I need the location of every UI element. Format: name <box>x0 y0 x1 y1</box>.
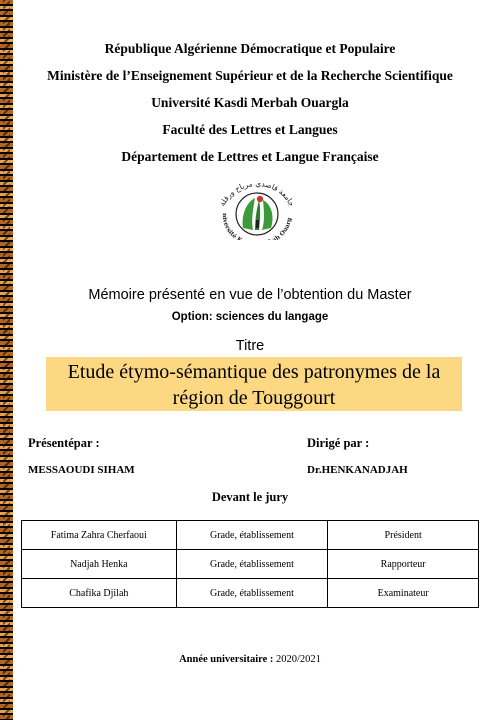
memoire-line: Mémoire présenté en vue de l’obtention du Master <box>88 287 412 303</box>
jury-role: Président <box>328 521 479 550</box>
table-row <box>22 521 479 550</box>
year-label: Année universitaire : <box>179 654 274 665</box>
jury-role: Examinateur <box>328 579 479 608</box>
jury-role: Rapporteur <box>328 550 479 579</box>
title-box <box>46 357 462 411</box>
thesis-title-line1: Etude étymo-sémantique des patronymes de la <box>67 361 441 383</box>
header-department: Département de Lettres et Langue Française <box>121 149 379 164</box>
jury-name: Nadjah Henka <box>22 550 177 579</box>
jury-name: Chafika Djilah <box>22 579 177 608</box>
university-logo-icon <box>209 180 304 240</box>
header-university: Université Kasdi Merbah Ouargla <box>151 95 349 110</box>
header-republic: République Algérienne Démocratique et Populaire <box>104 41 396 56</box>
thesis-title <box>46 357 462 411</box>
logo-latin-text: niversité K h Ouarg <box>220 212 294 240</box>
jury-heading: Devant le jury <box>211 490 289 504</box>
table-row <box>22 579 479 608</box>
year-value: 2020/2021 <box>276 654 321 665</box>
titre-label: Titre <box>235 338 265 354</box>
dirige-label: Dirigé par : <box>307 436 370 450</box>
dirige-name: Dr.HENKANADJAH <box>307 464 408 476</box>
jury-table <box>21 520 479 608</box>
thesis-title-line2: région de Touggourt <box>172 387 336 409</box>
logo-arabic-text: جامعة قاصدي مرباح ورقلة <box>217 180 297 208</box>
table-row <box>22 550 479 579</box>
header-ministry: Ministère de l’Enseignement Supérieur et de la Recherche Scientifique <box>47 68 453 83</box>
presente-label: Présentépar : <box>28 436 100 450</box>
option-line: Option: sciences du langage <box>171 311 329 323</box>
presente-name: MESSAOUDI SIHAM <box>28 464 135 476</box>
jury-grade: Grade, établissement <box>176 579 328 608</box>
university-logo <box>209 180 304 240</box>
jury-grade: Grade, établissement <box>176 550 328 579</box>
academic-year <box>0 654 500 665</box>
header-faculty: Faculté des Lettres et Langues <box>162 122 338 137</box>
jury-grade: Grade, établissement <box>176 521 328 550</box>
jury-name: Fatima Zahra Cherfaoui <box>22 521 177 550</box>
